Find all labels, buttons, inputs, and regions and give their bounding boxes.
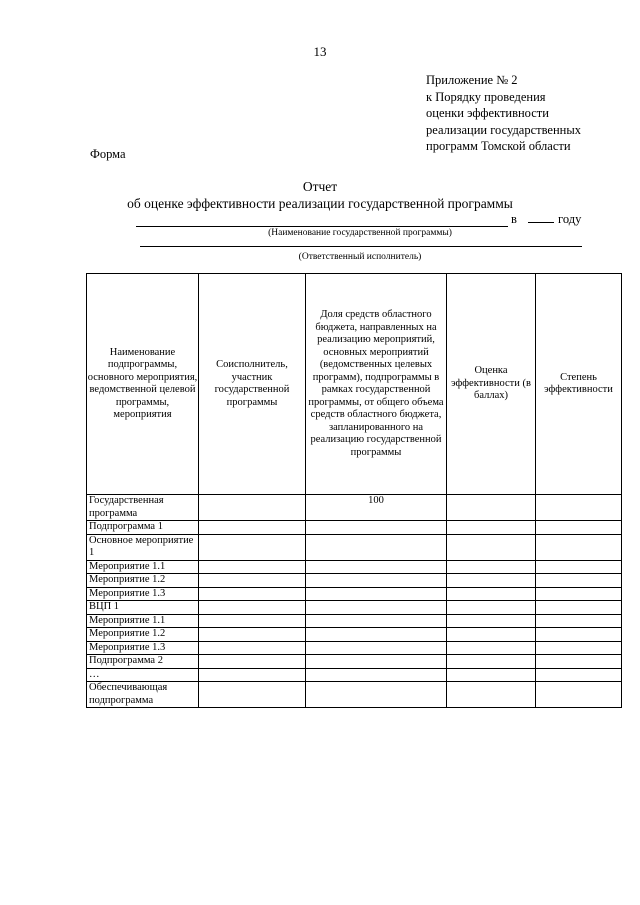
row-coexecutor-cell xyxy=(199,655,306,669)
row-score-cell xyxy=(447,668,536,682)
row-coexecutor-cell xyxy=(199,601,306,615)
row-score-cell xyxy=(447,521,536,535)
row-degree-cell xyxy=(536,628,622,642)
row-share-cell xyxy=(306,655,447,669)
year-prefix: в xyxy=(511,212,517,226)
appendix-line: реализации государственных xyxy=(426,122,582,137)
table-row xyxy=(87,534,622,560)
table-row xyxy=(87,521,622,535)
row-coexecutor-cell xyxy=(199,668,306,682)
row-score-cell xyxy=(447,534,536,560)
header-score: Оценка эффективности (в баллах) xyxy=(447,274,536,495)
row-degree-cell xyxy=(536,682,622,708)
executor-blank xyxy=(140,246,582,247)
row-share-cell xyxy=(306,641,447,655)
row-name-cell: Мероприятие 1.3 xyxy=(87,587,199,601)
row-degree-cell xyxy=(536,614,622,628)
row-coexecutor-cell xyxy=(199,574,306,588)
table-header-row xyxy=(87,274,622,495)
row-coexecutor-cell xyxy=(199,521,306,535)
row-degree-cell xyxy=(536,495,622,521)
row-share-cell xyxy=(306,614,447,628)
row-score-cell xyxy=(447,495,536,521)
header-budget-share: Доля средств областного бюджета, направленных на реализацию мероприятий, основных мероприятий (ведомственных целевых программ), подпрограммы в рамках государственной программы, от общего объема средств областного бюджета, запланированного на реализацию государственной программы xyxy=(306,274,447,495)
row-share-cell xyxy=(306,628,447,642)
row-coexecutor-cell xyxy=(199,560,306,574)
row-name-cell: Подпрограмма 2 xyxy=(87,655,199,669)
row-coexecutor-cell xyxy=(199,614,306,628)
row-name-cell: Основное мероприятие 1 xyxy=(87,534,199,560)
row-name-cell: ВЦП 1 xyxy=(87,601,199,615)
row-share-cell xyxy=(306,682,447,708)
row-score-cell xyxy=(447,641,536,655)
executor-caption: (Ответственный исполнитель) xyxy=(298,252,422,262)
row-share-cell xyxy=(306,668,447,682)
row-coexecutor-cell xyxy=(199,628,306,642)
row-degree-cell xyxy=(536,574,622,588)
row-score-cell xyxy=(447,574,536,588)
report-title-block xyxy=(0,178,640,212)
row-share-cell xyxy=(306,574,447,588)
year-blank xyxy=(528,222,554,223)
row-share-cell xyxy=(306,601,447,615)
row-score-cell xyxy=(447,628,536,642)
report-title: Отчет xyxy=(302,179,338,194)
table-row xyxy=(87,574,622,588)
row-score-cell xyxy=(447,601,536,615)
header-degree: Степень эффективности xyxy=(536,274,622,495)
report-subtitle: об оценке эффективности реализации государственной программы xyxy=(127,196,513,211)
table-row xyxy=(87,587,622,601)
appendix-line: программ Томской области xyxy=(426,139,571,153)
row-degree-cell xyxy=(536,655,622,669)
row-degree-cell xyxy=(536,641,622,655)
table-row xyxy=(87,641,622,655)
page-number: 13 xyxy=(313,44,327,59)
row-coexecutor-cell xyxy=(199,587,306,601)
table-row xyxy=(87,655,622,669)
row-share-cell xyxy=(306,521,447,535)
row-degree-cell xyxy=(536,668,622,682)
row-name-cell: Государственная программа xyxy=(87,495,199,521)
form-label: Форма xyxy=(90,147,126,161)
row-score-cell xyxy=(447,682,536,708)
row-degree-cell xyxy=(536,521,622,535)
table-row xyxy=(87,614,622,628)
year-word: году xyxy=(558,212,582,226)
row-score-cell xyxy=(447,560,536,574)
table-row xyxy=(87,560,622,574)
table-row xyxy=(87,495,622,521)
evaluation-table xyxy=(86,273,622,708)
row-coexecutor-cell xyxy=(199,495,306,521)
header-coexecutor: Соисполнитель, участник государственной программы xyxy=(199,274,306,495)
program-name-caption: (Наименование государственной программы) xyxy=(268,228,452,238)
table-row xyxy=(87,628,622,642)
row-score-cell xyxy=(447,614,536,628)
program-name-blank xyxy=(136,214,508,227)
table-row xyxy=(87,682,622,708)
row-score-cell xyxy=(447,587,536,601)
table-row xyxy=(87,668,622,682)
appendix-line: Приложение № 2 xyxy=(426,73,518,87)
row-name-cell: Мероприятие 1.1 xyxy=(87,560,199,574)
row-share-cell xyxy=(306,534,447,560)
row-name-cell: Обеспечивающая подпрограмма xyxy=(87,682,199,708)
row-name-cell: Мероприятие 1.1 xyxy=(87,614,199,628)
row-name-cell: Мероприятие 1.3 xyxy=(87,641,199,655)
header-name: Наименование подпрограммы, основного мероприятия, ведомственной целевой программы, мероприятия xyxy=(87,274,199,495)
row-share-cell: 100 xyxy=(306,495,447,521)
row-degree-cell xyxy=(536,601,622,615)
appendix-block xyxy=(426,72,581,155)
row-coexecutor-cell xyxy=(199,534,306,560)
row-coexecutor-cell xyxy=(199,682,306,708)
row-degree-cell xyxy=(536,534,622,560)
row-score-cell xyxy=(447,655,536,669)
row-share-cell xyxy=(306,587,447,601)
row-degree-cell xyxy=(536,560,622,574)
appendix-line: оценки эффективности xyxy=(426,106,549,120)
row-name-cell: Подпрограмма 1 xyxy=(87,521,199,535)
row-degree-cell xyxy=(536,587,622,601)
row-name-cell: Мероприятие 1.2 xyxy=(87,574,199,588)
row-share-cell xyxy=(306,560,447,574)
table-row xyxy=(87,601,622,615)
row-coexecutor-cell xyxy=(199,641,306,655)
row-name-cell: Мероприятие 1.2 xyxy=(87,628,199,642)
appendix-line: к Порядку проведения xyxy=(426,89,546,104)
row-name-cell: … xyxy=(87,668,199,682)
